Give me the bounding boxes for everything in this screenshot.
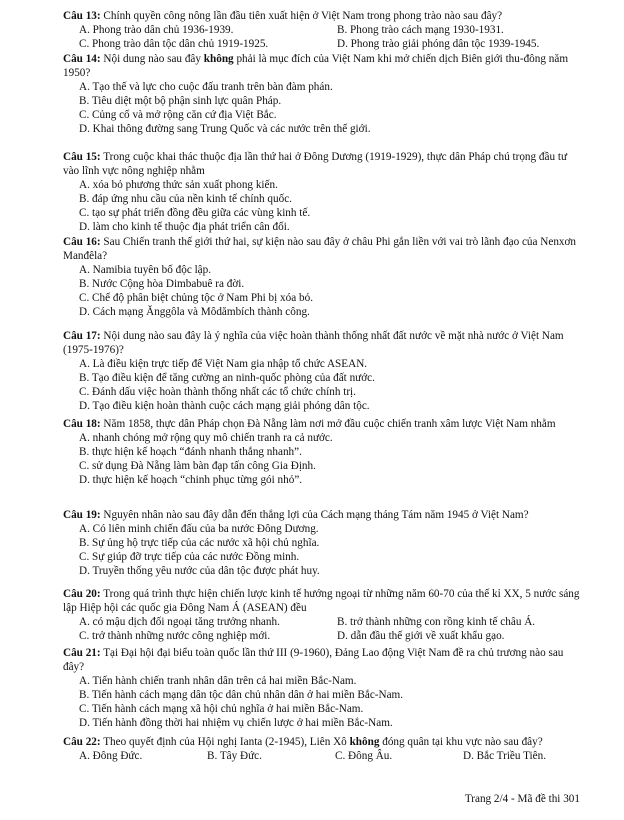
answer-option: B. Tiến hành cách mạng dân tộc dân chủ nhân dân ở hai miền Bắc-Nam. — [79, 689, 404, 701]
question-text: Trong cuộc khai thác thuộc địa lần thứ hai ở Đông Dương (1919-1929), thực dân Pháp chú trọng đầu tư vào lĩnh vực nông nghiệp nhằm — [63, 151, 568, 177]
question-20 — [63, 587, 585, 643]
answer-option: D. Khai thông đường sang Trung Quốc và các nước trên thế giới. — [79, 123, 371, 135]
question-number: Câu 15: — [63, 151, 101, 163]
question-emphasis: không — [203, 53, 234, 65]
question-number: Câu 14: — [63, 53, 101, 65]
answer-option: B. Tiêu diệt một bộ phận sinh lực quân Pháp. — [79, 95, 282, 107]
answer-option: B. Phong trào cách mạng 1930-1931. — [337, 24, 504, 36]
answer-option: D. thực hiện kế hoạch “chinh phục từng gói nhỏ”. — [79, 474, 303, 486]
question-19 — [63, 508, 585, 578]
question-stem — [63, 417, 585, 431]
answer-option: B. thực hiện kế hoạch “đánh nhanh thắng nhanh”. — [79, 446, 302, 458]
answer-option: B. Sự ủng hộ trực tiếp của các nước xã hội chủ nghĩa. — [79, 537, 320, 549]
question-18 — [63, 417, 585, 487]
question-stem — [63, 52, 585, 80]
question-text-tail: đóng quân tại khu vực nào sau đây? — [379, 736, 543, 748]
answer-option: A. Có liên minh chiến đấu của ba nước Đông Dương. — [79, 523, 319, 535]
question-stem — [63, 508, 585, 522]
question-stem — [63, 9, 585, 23]
answer-option: D. Cách mạng Ănggôla và Môdămbích thành công. — [79, 306, 310, 318]
answer-option: A. nhanh chóng mở rộng quy mô chiến tranh ra cả nước. — [79, 432, 333, 444]
question-16 — [63, 235, 585, 319]
answer-option: D. Truyền thống yêu nước của dân tộc được phát huy. — [79, 565, 320, 577]
answer-option: C. Tiến hành cách mạng xã hội chủ nghĩa ở hai miền Bắc-Nam. — [79, 703, 364, 715]
question-text: Theo quyết định của Hội nghị Ianta (2-1945), Liên Xô — [100, 736, 350, 748]
answer-option: C. Củng cố và mở rộng căn cứ địa Việt Bắc. — [79, 109, 277, 121]
question-22 — [63, 735, 585, 763]
question-stem — [63, 329, 585, 357]
question-text: Năm 1858, thực dân Pháp chọn Đà Nẵng làm nơi mở đầu cuộc chiến tranh xâm lược Việt Nam nhằm — [100, 418, 556, 430]
question-number: Câu 16: — [63, 236, 101, 248]
question-stem — [63, 587, 585, 615]
answer-option: C. tạo sự phát triển đồng đều giữa các vùng kinh tế. — [79, 207, 311, 219]
question-text: Tại Đại hội đại biểu toàn quốc lần thứ III (9-1960), Đảng Lao động Việt Nam đề ra chủ trương nào sau đây? — [63, 647, 564, 673]
question-13 — [63, 9, 585, 51]
answer-option: D. Phong trào giải phóng dân tộc 1939-1945. — [337, 38, 540, 50]
page-footer: Trang 2/4 - Mã đề thi 301 — [464, 793, 580, 805]
answer-option: A. Là điều kiện trực tiếp để Việt Nam gia nhập tổ chức ASEAN. — [79, 358, 368, 370]
question-stem — [63, 150, 585, 178]
question-21 — [63, 646, 585, 730]
question-number: Câu 19: — [63, 509, 101, 521]
options-grid — [63, 23, 585, 51]
answer-option: D. Tiến hành đồng thời hai nhiệm vụ chiến lược ở hai miền Bắc-Nam. — [79, 717, 393, 729]
options-grid — [63, 615, 585, 643]
question-text: Nội dung nào sau đây — [100, 53, 204, 65]
answer-option: C. Sự giúp đỡ trực tiếp của các nước Đồng minh. — [79, 551, 300, 563]
answer-option: C. sử dụng Đà Nẵng làm bàn đạp tấn công Gia Định. — [79, 460, 316, 472]
answer-option: C. Đánh dấu việc hoàn thành thống nhất các tổ chức chính trị. — [79, 386, 356, 398]
answer-option: B. đáp ứng nhu cầu của nền kinh tế chính quốc. — [79, 193, 292, 205]
answer-option: D. làm cho kinh tế thuộc địa phát triển cân đối. — [79, 221, 290, 233]
answer-option: B. Tạo điều kiện để tăng cường an ninh-quốc phòng của đất nước. — [79, 372, 375, 384]
question-text: Trong quá trình thực hiện chiến lược kinh tế hướng ngoại từ những năm 60-70 của thế kỉ XX, 5 nước sáng lập Hiệp hội các quốc gia Đông Nam Á (ASEAN) đều — [63, 588, 580, 614]
question-emphasis: không — [349, 736, 380, 748]
question-17 — [63, 329, 585, 413]
question-number: Câu 18: — [63, 418, 101, 430]
answer-option: B. trở thành những con rồng kinh tế châu Á. — [337, 616, 536, 628]
options-grid — [63, 749, 585, 763]
answer-option: A. Namibia tuyên bố độc lập. — [79, 264, 212, 276]
question-stem — [63, 235, 585, 263]
answer-option: A. có mậu dịch đối ngoại tăng trưởng nhanh. — [79, 616, 280, 628]
question-stem — [63, 735, 585, 749]
question-text: Sau Chiến tranh thế giới thứ hai, sự kiện nào sau đây ở châu Phi gắn liền với vai trò lãnh đạo của Nenxơn Manđêla? — [63, 236, 577, 262]
question-number: Câu 20: — [63, 588, 101, 600]
answer-option: D. Bắc Triều Tiên. — [463, 750, 546, 762]
answer-option: C. Chế độ phân biệt chủng tộc ở Nam Phi bị xóa bỏ. — [79, 292, 313, 304]
answer-option: C. Đông Âu. — [335, 750, 393, 762]
question-number: Câu 13: — [63, 10, 101, 22]
answer-option: D. dẫn đầu thế giới về xuất khẩu gạo. — [337, 630, 505, 642]
question-text: Nguyên nhân nào sau đây dẫn đến thắng lợi của Cách mạng tháng Tám năm 1945 ở Việt Nam? — [100, 509, 529, 521]
answer-option: C. trở thành những nước công nghiệp mới. — [79, 630, 271, 642]
answer-option: A. xóa bỏ phương thức sản xuất phong kiến. — [79, 179, 278, 191]
question-number: Câu 21: — [63, 647, 101, 659]
answer-option: A. Tạo thế và lực cho cuộc đấu tranh trên bàn đàm phán. — [79, 81, 333, 93]
answer-option: B. Tây Đức. — [207, 750, 262, 762]
answer-option: C. Phong trào dân tộc dân chủ 1919-1925. — [79, 38, 269, 50]
question-number: Câu 17: — [63, 330, 101, 342]
question-text-tail: phải là mục đích của Việt Nam khi mở chiến dịch Biên giới thu-đông năm 1950? — [63, 53, 569, 79]
answer-option: B. Nước Cộng hòa Dimbabuê ra đời. — [79, 278, 245, 290]
question-15 — [63, 150, 585, 234]
question-text: Chính quyền công nông lần đầu tiên xuất hiện ở Việt Nam trong phong trào nào sau đây? — [100, 10, 503, 22]
question-number: Câu 22: — [63, 736, 101, 748]
question-stem — [63, 646, 585, 674]
answer-option: A. Đông Đức. — [79, 750, 143, 762]
question-14 — [63, 52, 585, 136]
answer-option: A. Tiến hành chiến tranh nhân dân trên cả hai miền Bắc-Nam. — [79, 675, 357, 687]
answer-option: D. Tạo điều kiện hoàn thành cuộc cách mạng giải phóng dân tộc. — [79, 400, 370, 412]
answer-option: A. Phong trào dân chủ 1936-1939. — [79, 24, 234, 36]
question-text: Nội dung nào sau đây là ý nghĩa của việc hoàn thành thống nhất đất nước về mặt nhà nước ở Việt Nam (1975-1976)? — [63, 330, 564, 356]
